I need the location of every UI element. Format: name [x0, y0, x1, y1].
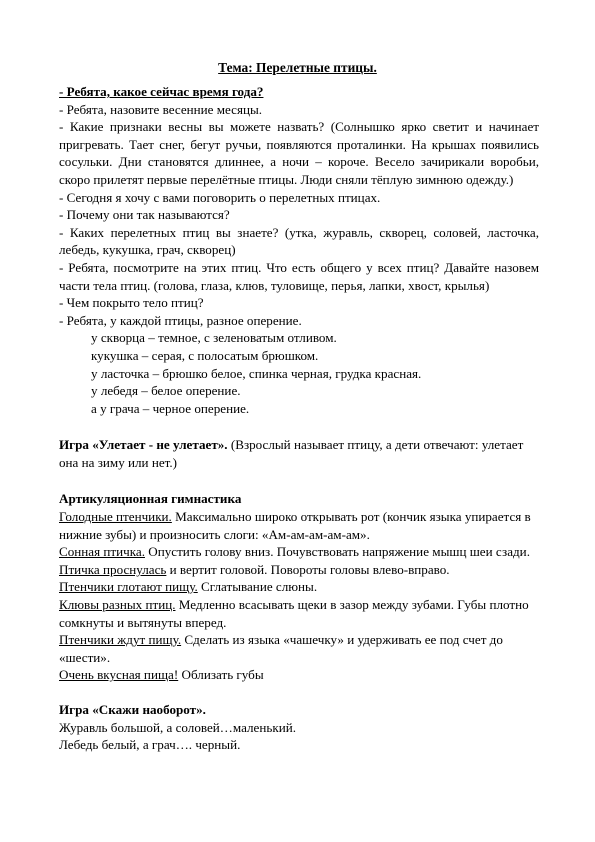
articulation-item [59, 596, 539, 631]
question-body-cover: - Чем покрыто тело птиц? [59, 295, 204, 311]
game-opposite-line: Журавль большой, а соловей…маленький. [59, 719, 296, 735]
articulation-item [59, 508, 539, 543]
exercise-text: Опустить голову вниз. Почувствовать напряжение мышц шеи сзади. [144, 544, 530, 560]
exercise-name: Голодные птенчики. [59, 509, 172, 525]
question-signs: - Какие признаки весны вы можете назвать? (Солнышко ярко светит и начинает пригревать. Тает снег, бегут ручьи, появляются проталинки. На крышах появились сосульки. Дни становятся длиннее, а ночи – короче. Весело зачирикали воробьи, скоро прилетят первые перелётные птицы. Люди сняли тёплую зимнюю одежду.) [59, 119, 539, 187]
plumage-item: а у грача – черное оперение. [91, 400, 250, 416]
exercise-name: Птенчики глотают пищу. [59, 579, 198, 595]
exercise-text: Сделать из языка «чашечку» и удерживать ее под счет до «шести». [59, 632, 503, 665]
document-body [59, 83, 539, 754]
page-title: Тема: Перелетные птицы. [218, 60, 377, 75]
exercise-text: Облизать губы [178, 667, 264, 683]
game-fly-away [59, 436, 539, 471]
question-look-birds: - Ребята, посмотрите на этих птиц. Что есть общего у всех птиц? Давайте назовем части тела птиц. (голова, глаза, клюв, туловище, перья, лапки, хвост, крылья) [59, 259, 539, 293]
exercise-text: и вертит головой. Повороты головы влево-вправо. [166, 561, 450, 577]
question-why: - Почему они так называются? [59, 207, 230, 223]
game-opposite-line: Лебедь белый, а грач…. черный. [59, 737, 241, 753]
statement-plumage: - Ребята, у каждой птицы, разное оперение. [59, 312, 302, 328]
articulation-item [59, 631, 539, 666]
exercise-text: Максимально широко открывать рот (кончик языка упирается в нижние зубы) и произносить слоги: «Ам-ам-ам-ам-ам». [59, 509, 531, 542]
articulation-item [59, 578, 539, 596]
articulation-item [59, 666, 539, 684]
plumage-item: у скворца – темное, с зеленоватым отливом. [91, 330, 337, 346]
exercise-name: Очень вкусная пища! [59, 667, 179, 683]
articulation-item [59, 543, 539, 561]
exercise-text: Медленно всасывать щеки в зазор между зубами. Губы плотно сомкнуты и вытянуты вперед. [59, 597, 529, 630]
question-which-birds: - Каких перелетных птиц вы знаете? (утка, журавль, скворец, соловей, ласточка, лебедь, кукушка, грач, скворец) [59, 224, 539, 258]
exercise-name: Птенчики ждут пищу. [59, 632, 182, 648]
plumage-item: у лебедя – белое оперение. [91, 383, 241, 399]
exercise-name: Сонная птичка. [59, 544, 145, 560]
plumage-item: у ласточка – брюшко белое, спинка черная, грудка красная. [91, 365, 422, 381]
game-fly-away-title: Игра «Улетает - не улетает». [59, 437, 228, 453]
articulation-heading: Артикуляционная гимнастика [59, 491, 242, 507]
exercise-text: Сглатывание слюны. [197, 579, 318, 595]
question-months: - Ребята, назовите весенние месяцы. [59, 101, 263, 117]
game-fly-away-text: (Взрослый называет птицу, а дети отвечают: улетает она на зиму или нет.) [59, 437, 524, 470]
question-season: - Ребята, какое сейчас время года? [59, 84, 264, 99]
statement-today: - Сегодня я хочу с вами поговорить о перелетных птицах. [59, 189, 381, 205]
exercise-name: Клювы разных птиц. [59, 597, 176, 613]
plumage-item: кукушка – серая, с полосатым брюшком. [91, 347, 319, 363]
articulation-item [59, 561, 539, 579]
exercise-name: Птичка проснулась [59, 561, 167, 577]
game-opposite-title: Игра «Скажи наоборот». [59, 702, 206, 717]
